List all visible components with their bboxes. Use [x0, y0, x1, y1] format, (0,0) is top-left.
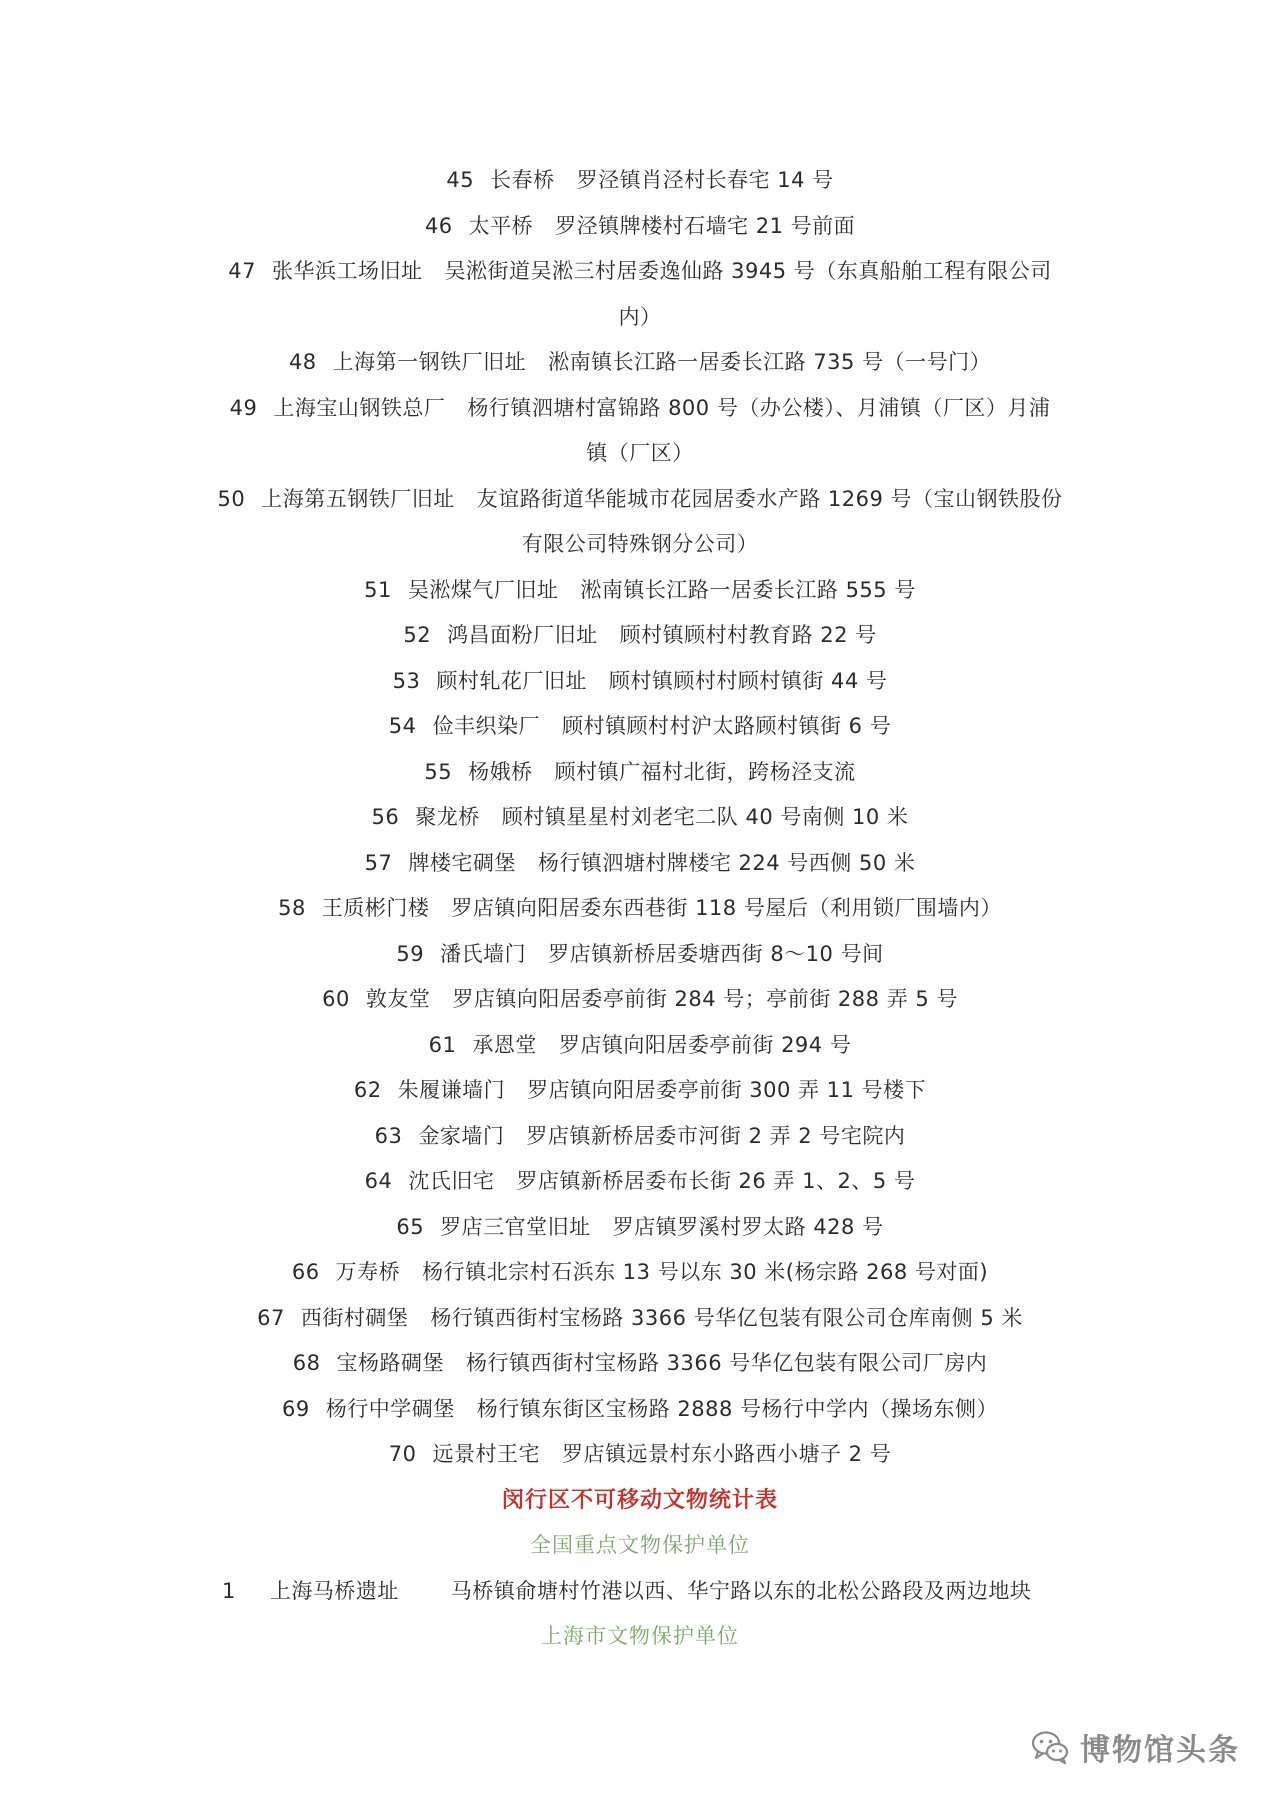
- entry-name: 敦友堂: [365, 987, 431, 1011]
- entry-address: 罗店镇新桥居委市河街 2 弄 2 号宅院内: [526, 1123, 906, 1148]
- entry-address: 罗店镇新桥居委布长街 26 弄 1、2、5 号: [516, 1169, 916, 1193]
- entry-address: 罗店镇新桥居委塘西街 8～10 号间: [548, 941, 884, 966]
- list-item: [0, 750, 1280, 796]
- entry-number: 52: [403, 623, 432, 647]
- list-item: [0, 1068, 1280, 1114]
- list-item: [0, 1387, 1280, 1433]
- entry-number: 66: [291, 1260, 320, 1284]
- entry-name: 承恩堂: [472, 1032, 537, 1057]
- list-item: [0, 249, 1280, 295]
- entry-number: 57: [364, 850, 393, 875]
- list-item: [0, 158, 1280, 204]
- watermark: [1030, 1725, 1240, 1769]
- entry-address-continuation: 有限公司特殊钢分公司）: [521, 532, 759, 556]
- list-item: [0, 1341, 1280, 1387]
- entry-address: 罗泾镇肖泾村长春宅 14 号: [576, 168, 834, 192]
- list-item: [0, 477, 1280, 523]
- entry-number: 1: [222, 1578, 236, 1603]
- entry-number: 65: [396, 1214, 425, 1239]
- entry-name: 杨娥桥: [468, 759, 533, 784]
- list-item: [0, 613, 1280, 659]
- entry-name: 潘氏墙门: [440, 941, 527, 966]
- entry-number: 49: [229, 395, 258, 420]
- entry-number: 67: [257, 1305, 285, 1330]
- entry-number: 63: [374, 1123, 403, 1148]
- entry-number: 60: [322, 987, 350, 1011]
- entry-number: 59: [396, 941, 425, 966]
- list-item: [0, 1432, 1280, 1478]
- entry-name: 顾村轧花厂旧址: [436, 668, 587, 693]
- entry-address: 罗泾镇牌楼村石墙宅 21 号前面: [555, 213, 856, 238]
- entry-address: 杨行镇西街村宝杨路 3366 号华亿包装有限公司厂房内: [465, 1351, 988, 1375]
- entry-address: 顾村镇顾村村教育路 22 号: [619, 623, 877, 647]
- entry-name: 牌楼宅碉堡: [408, 850, 516, 875]
- entry-address: 罗店镇向阳居委东西巷街 118 号屋后（利用锁厂围墙内）: [451, 896, 1002, 920]
- entry-address: 友谊路街道华能城市花园居委水产路 1269 号（宝山钢铁股份: [476, 486, 1063, 511]
- entry-address: 杨行镇北宗村石浜东 13 号以东 30 米(杨宗路 268 号对面): [422, 1260, 989, 1284]
- entry-address: 淞南镇长江路一居委长江路 735 号（一号门）: [548, 350, 992, 374]
- entry-name: 宝杨路碉堡: [336, 1351, 444, 1375]
- entry-number: 45: [446, 168, 475, 192]
- list-item: [0, 659, 1280, 705]
- entry-address: 罗店镇罗溪村罗太路 428 号: [612, 1214, 884, 1239]
- entry-number: 56: [371, 805, 400, 829]
- list-item: [0, 340, 1280, 386]
- entry-name: 聚龙桥: [415, 805, 480, 829]
- entry-address: 杨行镇东街区宝杨路 2888 号杨行中学内（操场东侧）: [476, 1396, 999, 1421]
- list-item: [0, 1205, 1280, 1251]
- document-body: [0, 158, 1280, 1660]
- section-title: 闵行区不可移动文物统计表: [501, 1487, 778, 1513]
- entry-address: 吴淞街道吴淞三村居委逸仙路 3945 号（东真船舶工程有限公司: [444, 259, 1052, 283]
- entry-number: 58: [278, 896, 306, 920]
- subsection-national-title: 全国重点文物保护单位: [530, 1533, 750, 1557]
- entry-name: 远景村王宅: [432, 1442, 540, 1466]
- entry-number: 50: [217, 486, 246, 511]
- entry-address: 杨行镇泗塘村牌楼宅 224 号西侧 50 米: [537, 850, 916, 875]
- entry-address: 马桥镇俞塘村竹港以西、华宁路以东的北松公路段及两边地块: [450, 1578, 1032, 1603]
- entry-number: 54: [388, 714, 417, 738]
- list-item: [0, 1296, 1280, 1342]
- entry-name: 上海宝山钢铁总厂: [273, 395, 446, 420]
- list-item: [0, 1023, 1280, 1069]
- list-item: [0, 386, 1280, 432]
- entry-name: 金家墙门: [418, 1123, 505, 1148]
- entry-name: 上海第五钢铁厂旧址: [261, 486, 455, 511]
- entry-address: 顾村镇顾村村沪太路顾村镇街 6 号: [562, 714, 892, 738]
- entry-name: 沈氏旧宅: [408, 1169, 495, 1193]
- entry-name: 长春桥: [490, 168, 555, 192]
- entry-address-continuation: 镇（厂区）: [586, 441, 694, 465]
- list-item: [0, 1159, 1280, 1205]
- entry-number: 61: [428, 1032, 457, 1057]
- entry-address: 顾村镇星星村刘老宅二队 40 号南侧 10 米: [501, 805, 909, 829]
- entry-number: 48: [288, 350, 317, 374]
- entry-list: [0, 158, 1280, 1478]
- entry-address: 罗店镇向阳居委亭前街 284 号；亭前街 288 弄 5 号: [452, 987, 958, 1011]
- list-item: [0, 977, 1280, 1023]
- subsection-city-title: 上海市文物保护单位: [541, 1624, 739, 1648]
- entry-address: 杨行镇泗塘村富锦路 800 号（办公楼）、月浦镇（厂区）月浦: [467, 395, 1051, 420]
- entry-address: 罗店镇远景村东小路西小塘子 2 号: [562, 1442, 892, 1466]
- entry-address: 顾村镇顾村村顾村镇街 44 号: [608, 668, 888, 693]
- entry-number: 64: [364, 1169, 393, 1193]
- watermark-text: 博物馆头条: [1080, 1733, 1240, 1768]
- national-entry: [0, 1569, 1280, 1615]
- entry-name: 俭丰织染厂: [432, 714, 540, 738]
- list-item: [0, 704, 1280, 750]
- entry-name: 王质彬门楼: [321, 896, 430, 920]
- entry-name: 鸿昌面粉厂旧址: [447, 623, 598, 647]
- entry-name: 太平桥: [468, 213, 534, 238]
- entry-name: 西街村碉堡: [300, 1305, 409, 1330]
- wechat-icon: [1030, 1729, 1070, 1765]
- entry-name: 吴淞煤气厂旧址: [407, 577, 559, 602]
- entry-address: 罗店镇向阳居委亭前街 294 号: [558, 1032, 852, 1057]
- list-item: [0, 1250, 1280, 1296]
- entry-name: 罗店三官堂旧址: [440, 1214, 591, 1239]
- entry-number: 46: [424, 213, 453, 238]
- entry-name: 万寿桥: [335, 1260, 401, 1284]
- entry-number: 55: [424, 759, 453, 784]
- list-item: [0, 568, 1280, 614]
- list-item: [0, 841, 1280, 887]
- entry-name: 上海第一钢铁厂旧址: [332, 350, 527, 374]
- entry-number: 70: [388, 1442, 417, 1466]
- entry-name: 上海马桥遗址: [269, 1578, 399, 1603]
- entry-number: 69: [281, 1396, 310, 1421]
- entry-address: 杨行镇西街村宝杨路 3366 号华亿包装有限公司仓库南侧 5 米: [430, 1305, 1023, 1330]
- entry-address: 顾村镇广福村北街，跨杨泾支流: [554, 759, 856, 784]
- entry-number: 51: [364, 577, 392, 602]
- entry-address-continuation: 内）: [618, 304, 662, 329]
- entry-address: 罗店镇向阳居委亭前街 300 弄 11 号楼下: [527, 1078, 927, 1102]
- list-item: [0, 886, 1280, 932]
- list-item: [0, 1114, 1280, 1160]
- entry-name: 朱履谦墙门: [397, 1078, 506, 1102]
- entry-number: 62: [353, 1078, 382, 1102]
- list-item: [0, 932, 1280, 978]
- list-item: [0, 795, 1280, 841]
- entry-name: 张华浜工场旧址: [271, 259, 423, 283]
- entry-number: 68: [292, 1351, 321, 1375]
- entry-number: 53: [392, 668, 421, 693]
- entry-number: 47: [228, 259, 256, 283]
- entry-address: 淞南镇长江路一居委长江路 555 号: [580, 577, 916, 602]
- list-item: [0, 204, 1280, 250]
- entry-name: 杨行中学碉堡: [325, 1396, 455, 1421]
